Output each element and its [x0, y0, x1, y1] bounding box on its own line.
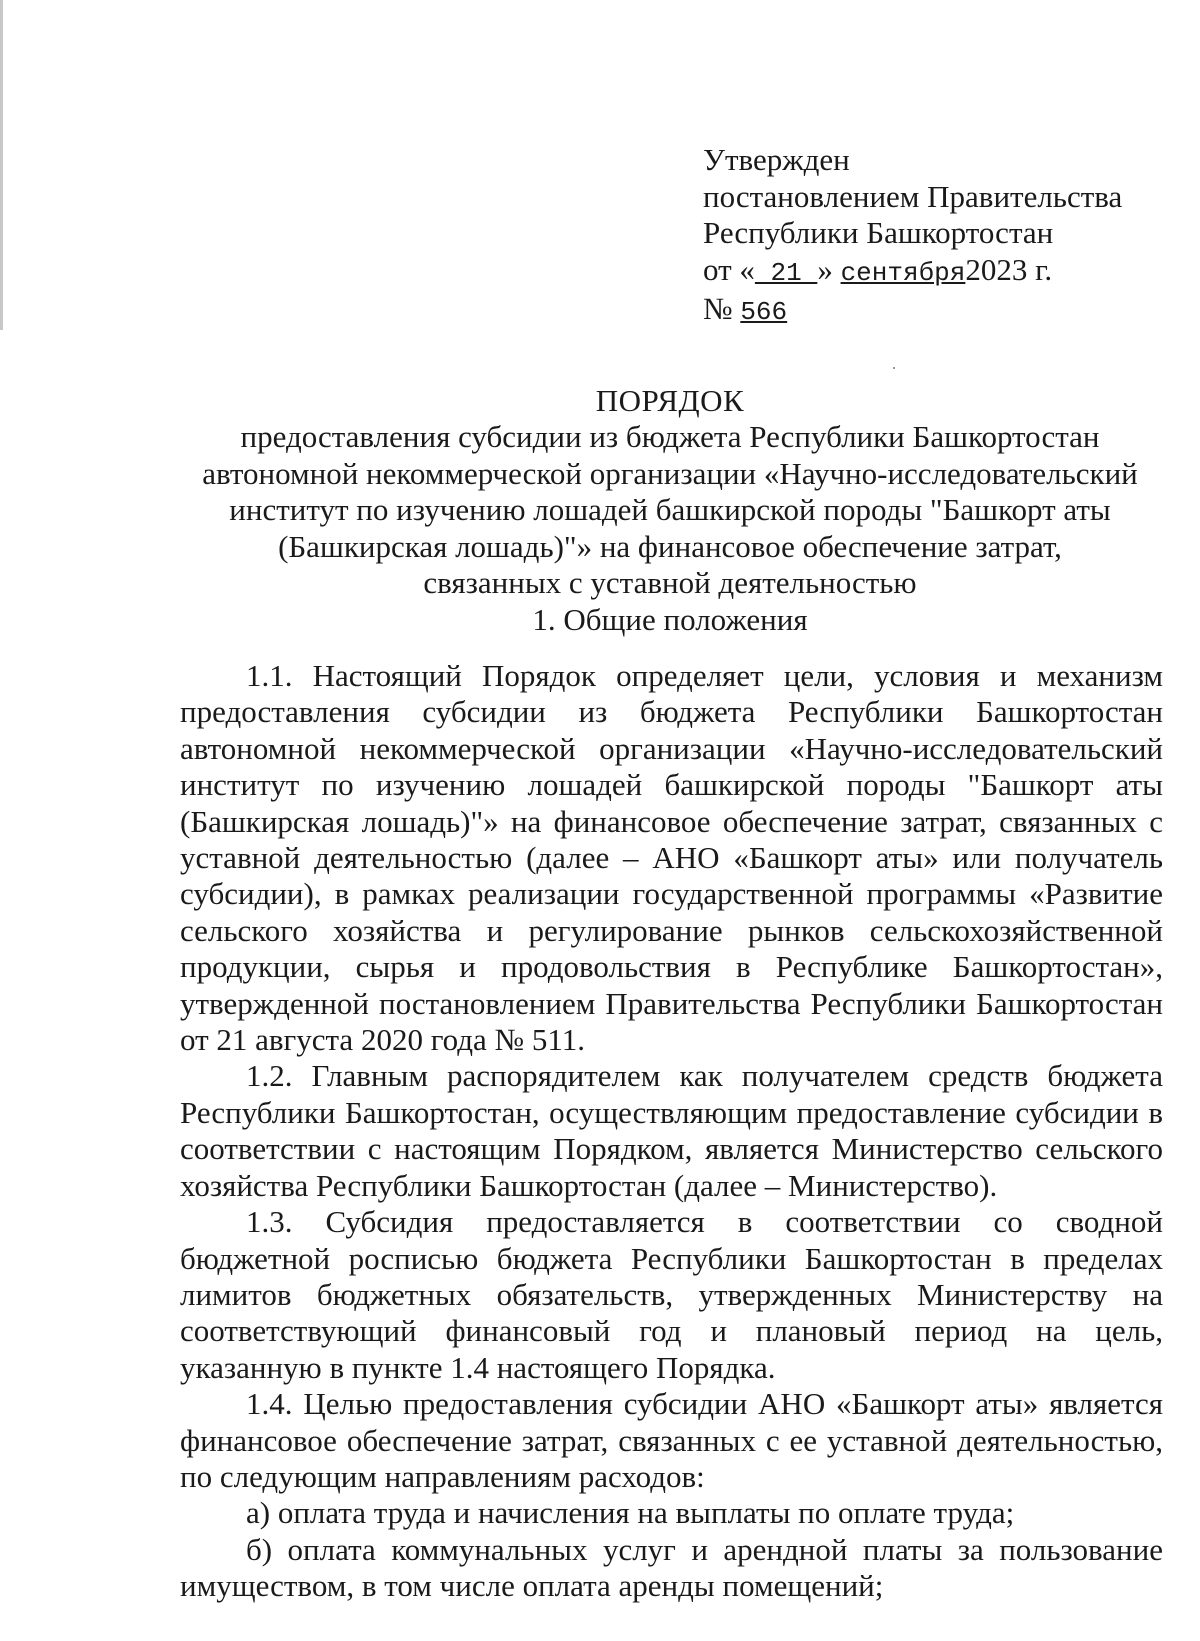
paragraph-1-3: 1.3. Субсидия предоставляется в соответствии со сводной бюджетной росписью бюджета Республики Башкортостан в пределах лимитов бюджетных обязательств, утвержденных Министерству на соответствующий финансовый год и плановый период на цель, указанную в пункте 1.4 настоящего Порядка. — [180, 1204, 1163, 1385]
paragraph-1-2: 1.2. Главным распорядителем как получателем средств бюджета Республики Башкортостан, осуществляющим предоставление субсидии в соответствии с настоящим Порядком, является Министерство сельского хозяйства Республики Башкортостан (далее – Министерство). — [180, 1058, 1163, 1203]
subtitle-line: (Башкирская лошадь)"» на финансовое обеспечение затрат, — [278, 528, 1062, 564]
paragraph-1-1: 1.1. Настоящий Порядок определяет цели, условия и механизм предоставления субсидии из бюджета Республики Башкортостан автономной некоммерческой организации «Научно-исследовательский институт по изучению лошадей башкирской породы "Башкорт аты (Башкирская лошадь)"» на финансовое обеспечение затрат, связанных с уставной деятельностью (далее – АНО «Башкорт аты» или получатель субсидии), в рамках реализации государственной программы «Развитие сельского хозяйства и регулирование рынков сельскохозяйственной продукции, сырья и продовольствия в Республике Башкортостан», утвержденной постановлением Правительства Республики Башкортостан от 21 августа 2020 года № 511. — [180, 658, 1163, 1058]
approval-block — [703, 142, 1122, 331]
subtitle-line: предоставления субсидии из бюджета Республики Башкортостан — [240, 419, 1100, 454]
paragraph-1-4: 1.4. Целью предоставления субсидии АНО «Башкорт аты» является финансовое обеспечение затрат, связанных с ее уставной деятельностью, по следующим направлениям расходов: — [180, 1386, 1163, 1494]
approval-date — [703, 252, 1122, 292]
list-item-b: б) оплата коммунальных услуг и арендной платы за пользование имуществом, в том числе оплата аренды помещений; — [180, 1531, 1163, 1604]
scan-speck — [893, 367, 895, 369]
document-number: 566 — [740, 297, 788, 327]
subtitle-line: связанных с уставной деятельностью — [423, 565, 917, 600]
document-title: ПОРЯДОК — [595, 383, 745, 418]
date-prefix: от « — [703, 251, 755, 287]
list-item-a: а) оплата труда и начисления на выплаты по оплате труда; — [246, 1495, 1015, 1531]
subtitle-line: институт по изучению лошадей башкирской породы "Башкорт аты — [229, 492, 1111, 527]
approval-line-2: постановлением Правительства — [703, 178, 1123, 214]
date-mid: » — [817, 251, 841, 287]
date-day: 21 — [754, 257, 818, 288]
approval-line-1: Утвержден — [703, 142, 850, 177]
approval-number — [703, 291, 1122, 331]
section-heading: 1. Общие положения — [532, 602, 808, 637]
subtitle-line: автономной некоммерческой организации «Научно-исследовательский — [202, 455, 1138, 491]
document-body — [180, 658, 1163, 1605]
date-month: сентября — [840, 257, 966, 288]
scan-edge — [0, 0, 3, 330]
date-year: 2023 г. — [965, 251, 1053, 287]
document-subtitle — [180, 419, 1160, 602]
number-prefix: № — [703, 291, 741, 326]
approval-line-3: Республики Башкортостан — [703, 215, 1054, 250]
